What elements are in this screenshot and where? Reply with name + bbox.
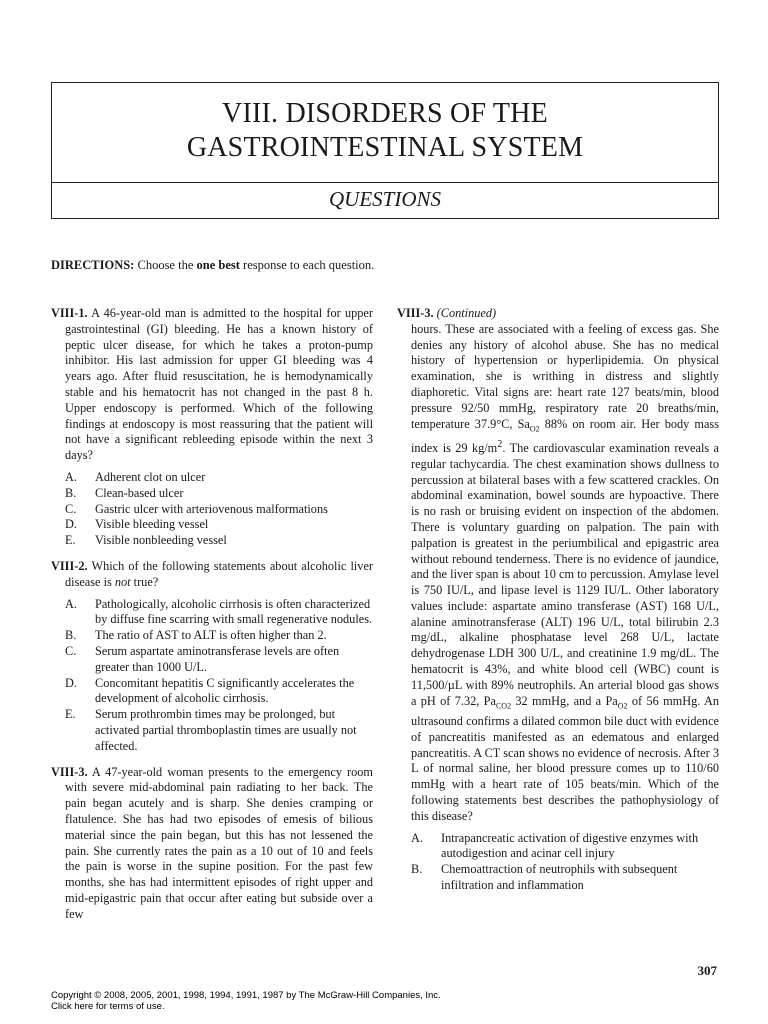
page-number: 307: [697, 963, 717, 978]
section-subtitle: QUESTIONS: [328, 187, 441, 211]
question-1: [51, 306, 373, 464]
chapter-title-line2: GASTROINTESTINAL SYSTEM: [186, 132, 584, 163]
superscript: 2: [497, 438, 503, 450]
stem-text: 32 mmHg, and a Pa: [511, 693, 618, 708]
subscript: O2: [617, 701, 628, 711]
option-item: [51, 486, 373, 502]
option-text: Adherent clot on ulcer: [95, 469, 206, 484]
option-item: [51, 707, 373, 754]
stem-text: hours. These are associated with a feeling of excess gas. She denies any history of alcohol abuse. She has no medical history of hypertension or hyperlipidemia. On physical examination, she is writhing in distress and slightly diaphoretic. Vital signs are: heart rate 127 beats/min, blood pressure 92/50 mmHg, respiratory rate 20 breaths/min, temperature 37.9°C, Sa: [411, 321, 719, 431]
question-stem: Which of the following statements about alcoholic liver disease is: [65, 558, 373, 589]
directions-text-after: response to each question.: [243, 258, 375, 272]
question-number: VIII-1.: [51, 306, 88, 320]
directions-label: DIRECTIONS:: [51, 258, 135, 272]
question-2: [51, 559, 373, 591]
question-stem-end: true?: [133, 574, 159, 589]
option-item: [51, 628, 373, 644]
question-2-options: [51, 597, 373, 755]
terms-link[interactable]: Click here for terms of use.: [51, 1001, 165, 1012]
option-item: [51, 470, 373, 486]
question-number: VIII-2.: [51, 558, 88, 573]
subscript: CO2: [495, 701, 512, 711]
subscript: O2: [529, 424, 540, 434]
option-text: Chemoattraction of neutrophils with subsequent infiltration and inflammation: [441, 862, 678, 892]
question-number: VIII-3.: [397, 306, 434, 320]
copyright-text: Copyright © 2008, 2005, 2001, 1998, 1994, 1991, 1987 by The McGraw-Hill Companies, Inc.: [51, 990, 441, 1001]
option-item: [397, 862, 719, 894]
option-text: Visible bleeding vessel: [95, 517, 209, 532]
option-letter: B.: [65, 628, 77, 643]
option-letter: E.: [65, 707, 76, 722]
option-item: [51, 517, 373, 533]
question-3-options: [397, 831, 719, 894]
footer: [51, 990, 441, 1012]
header-divider: [52, 182, 718, 183]
continued-header: [397, 306, 719, 322]
question-number: VIII-3.: [51, 764, 88, 779]
continued-label: (Continued): [436, 306, 497, 320]
chapter-header-box: [51, 82, 719, 219]
question-1-options: [51, 470, 373, 549]
option-letter: A.: [65, 469, 77, 484]
option-item: [51, 502, 373, 518]
option-text: Concomitant hepatitis C significantly accelerates the development of alcoholic cirrhosis.: [95, 675, 355, 706]
option-item: [51, 597, 373, 629]
option-text: The ratio of AST to ALT is often higher than 2.: [95, 628, 327, 643]
option-text: Serum aspartate aminotransferase levels are often greater than 1000 U/L.: [95, 643, 340, 674]
option-text: Gastric ulcer with arteriovenous malformations: [95, 501, 328, 516]
stem-text: of 56 mmHg. An ultrasound confirms a dilated common bile duct with evidence of pancreatitis manifested as an edematous and enlarged pancreatitis. A CT scan shows no evidence of necrosis. After 3 L of normal saline, her blood pressure comes up to 110/60 mmHg with a heart rate of 105 beats/min. Which of the following statements best describes the pathophysiology of this disease?: [411, 693, 720, 823]
directions-emphasis: one best: [196, 258, 240, 272]
option-text: Serum prothrombin times may be prolonged, but activated partial thromboplastin times are usually not affected.: [95, 707, 357, 753]
option-text: Intrapancreatic activation of digestive enzymes with autodigestion and acinar cell injury: [441, 830, 699, 861]
option-text: Clean-based ulcer: [95, 485, 184, 500]
option-letter: D.: [65, 675, 77, 690]
question-stem: A 47-year-old woman presents to the emergency room with severe mid-abdominal pain radiating to her back. The pain began acutely and is sharp. She denies cramping or flatulence. She has had two episodes of emesis of bilious material since the pain began, but this has not lessened the pain. She currently rates the pain as a 10 out of 10 and feels the pain is worse in the supine position. For the past few months, she has had intermittent episodes of right upper and mid-epigastric pain that occur after eating but subside over a few: [65, 764, 373, 921]
option-letter: A.: [411, 830, 423, 845]
question-stem: A 46-year-old man is admitted to the hospital for upper gastrointestinal (GI) bleeding. He has a known history of peptic ulcer disease, for which he takes a proton-pump inhibitor. His last admission for upper GI bleeding was 4 years ago. After fluid resuscitation, he is hemodynamically stable and his hematocrit has not changed in the past 8 h. Upper endoscopy is performed. Which of the following findings at endoscopy is most reassuring that the patient will not have a significant rebleeding episode within the next 3 days?: [65, 306, 373, 463]
directions: [51, 258, 374, 273]
question-stem-emphasis: not: [114, 574, 131, 589]
question-3-continued: [397, 322, 719, 825]
stem-text: 88% on room air. Her body mass index is 29 kg/m: [411, 416, 719, 455]
option-letter: D.: [65, 517, 77, 532]
option-letter: A.: [65, 596, 77, 611]
option-letter: E.: [65, 533, 76, 548]
right-column: [397, 306, 719, 904]
option-item: [51, 644, 373, 676]
stem-text: . The cardiovascular examination reveals a regular tachycardia. The chest examination shows dullness to percussion at bilateral bases with a few scattered crackles. On abdominal examination, bowel sounds are hypoactive. There is no rash or bruising evident on inspection of the abdomen. There is voluntary guarding on palpation. The pain with palpation is greatest in the periumbilical and epigastric area without rebound tenderness. There is no evidence of jaundice, and the liver span is about 10 cm to percussion. Amylase level is 750 IU/L, and lipase level is 1129 IU/L. Other laboratory values include: aspartate amino transferase (AST) 168 U/L, alanine aminotransferase (ALT) 196 U/L, total bilirubin 2.3 mg/dL, alkaline phosphatase level 268 U/L, lactate dehydrogenase LDH 300 U/L, and creatinine 1.9 mg/dL. The hematocrit is 43%, and white blood cell (WBC) count is 11,500/µL with 89% neutrophils. An arterial blood gas shows a pH of 7.32, Pa: [411, 440, 719, 708]
option-item: [397, 831, 719, 863]
option-letter: C.: [65, 643, 77, 658]
option-text: Pathologically, alcoholic cirrhosis is often characterized by diffuse fine scarring with small regenerative nodules.: [95, 596, 373, 627]
chapter-title: [52, 97, 718, 165]
question-3: [51, 765, 373, 923]
chapter-title-line1: VIII. DISORDERS OF THE: [222, 98, 548, 129]
directions-text-before: Choose the: [137, 258, 194, 272]
option-text: Visible nonbleeding vessel: [95, 533, 227, 548]
option-item: [51, 676, 373, 708]
left-column: [51, 306, 373, 922]
option-letter: B.: [411, 862, 423, 877]
option-letter: B.: [65, 485, 77, 500]
option-letter: C.: [65, 501, 77, 516]
option-item: [51, 533, 373, 549]
